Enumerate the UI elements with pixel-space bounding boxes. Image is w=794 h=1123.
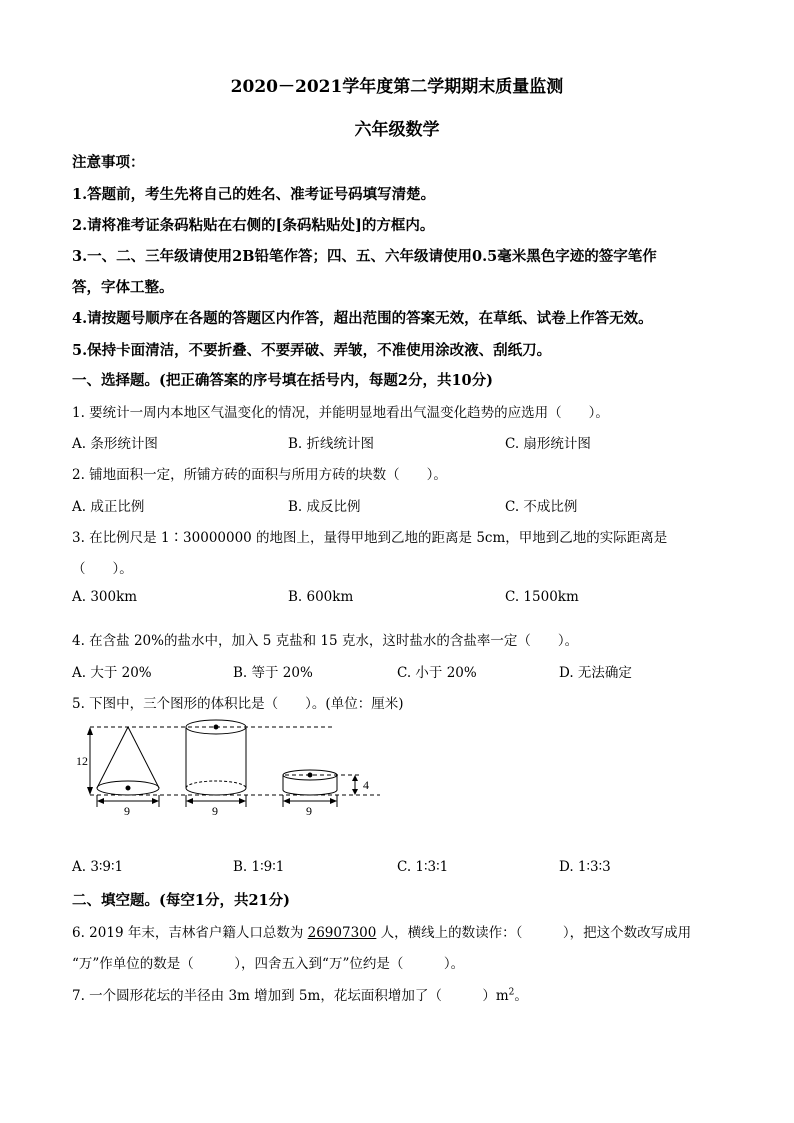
label-diameter-cylinder: 9: [212, 804, 218, 818]
q1-option-c: C. 扇形统计图: [505, 436, 591, 452]
q7-text: 7. 一个圆形花坛的半径由 3m 增加到 5m，花坛面积增加了（ ）m: [72, 988, 509, 1004]
note-item-2: 2.请将准考证条码粘贴在右侧的[条码粘贴处]的方框内。: [72, 217, 435, 234]
label-height-small: 4: [363, 778, 369, 792]
q6-text-pre: 6. 2019 年末，吉林省户籍人口总数为: [72, 925, 308, 941]
question-3-cont: （ ）。: [72, 561, 133, 577]
q6-text-post: 人，横线上的数读作：（ ），把这个数改写成用: [376, 925, 692, 941]
q6-number: 26907300: [307, 925, 377, 941]
q5-option-c: C. 1∶3∶1: [397, 859, 449, 875]
note-item-5: 5.保持卡面清洁，不要折叠、不要弄破、弄皱，不准使用涂改液、刮纸刀。: [72, 342, 552, 359]
question-1: 1. 要统计一周内本地区气温变化的情况，并能明显地看出气温变化趋势的应选用（ ）。: [72, 405, 609, 421]
q2-option-c: C. 不成比例: [505, 499, 578, 515]
question-5: 5. 下图中，三个图形的体积比是（ ）。(单位：厘米): [72, 696, 404, 712]
label-height-cone: 12: [76, 754, 88, 768]
q4-option-c: C. 小于 20%: [397, 665, 477, 681]
q5-figure: [70, 715, 390, 825]
cylinder-bottom: [186, 788, 246, 795]
q7-unit-sup: 2: [508, 987, 515, 998]
q5-option-b: B. 1∶9∶1: [233, 859, 285, 875]
q4-option-b: B. 等于 20%: [233, 665, 313, 681]
q3-option-b: B. 600km: [288, 589, 354, 605]
q2-option-a: A. 成正比例: [72, 499, 145, 515]
question-3: 3. 在比例尺是 1∶30000000 的地图上，量得甲地到乙地的距离是 5cm，甲地到乙地的实际距离是: [72, 530, 668, 546]
q4-option-a: A. 大于 20%: [72, 665, 152, 681]
cone-left-edge: [97, 727, 128, 788]
question-7: [72, 984, 528, 1004]
question-4: 4. 在含盐 20%的盐水中，加入 5 克盐和 15 克水，这时盐水的含盐率一定（ ）。: [72, 633, 579, 649]
section-2-heading: 二、填空题。(每空1分，共21分): [72, 892, 290, 909]
question-6-cont: “万”作单位的数是（ ），四舍五入到“万”位约是（ ）。: [72, 956, 465, 972]
label-diameter-small: 9: [306, 804, 312, 818]
q1-option-a: A. 条形统计图: [72, 436, 158, 452]
q1-option-b: B. 折线统计图: [288, 436, 375, 452]
exam-title: 2020－2021学年度第二学期期末质量监测: [230, 77, 564, 97]
question-2: 2. 铺地面积一定，所铺方砖的面积与所用方砖的块数（ ）。: [72, 467, 447, 483]
note-item-4: 4.请按题号顺序在各题的答题区内作答，超出范围的答案无效，在草纸、试卷上作答无效。: [72, 310, 653, 327]
q5-option-d: D. 1∶3∶3: [559, 859, 611, 875]
question-6: [72, 921, 691, 941]
q2-option-b: B. 成反比例: [288, 499, 361, 515]
note-item-3-cont: 答，字体工整。: [72, 279, 174, 296]
note-item-3: 3.一、二、三年级请使用2B铅笔作答；四、五、六年级请使用0.5毫米黑色字迹的签字笔作: [72, 248, 657, 265]
notes-heading: 注意事项：: [72, 154, 145, 171]
note-item-1: 1.答题前，考生先将自己的姓名、准考证号码填写清楚。: [72, 186, 436, 203]
q5-option-a: A. 3∶9∶1: [72, 859, 124, 875]
q3-option-c: C. 1500km: [505, 589, 579, 605]
q7-end: 。: [514, 988, 528, 1004]
section-1-heading: 一、选择题。(把正确答案的序号填在括号内，每题2分，共10分): [72, 372, 493, 389]
q4-option-d: D. 无法确定: [559, 665, 632, 681]
exam-subtitle: 六年级数学: [354, 120, 440, 140]
q3-option-a: A. 300km: [72, 589, 138, 605]
cone-right-edge: [128, 727, 159, 788]
label-diameter-cone: 9: [124, 804, 130, 818]
